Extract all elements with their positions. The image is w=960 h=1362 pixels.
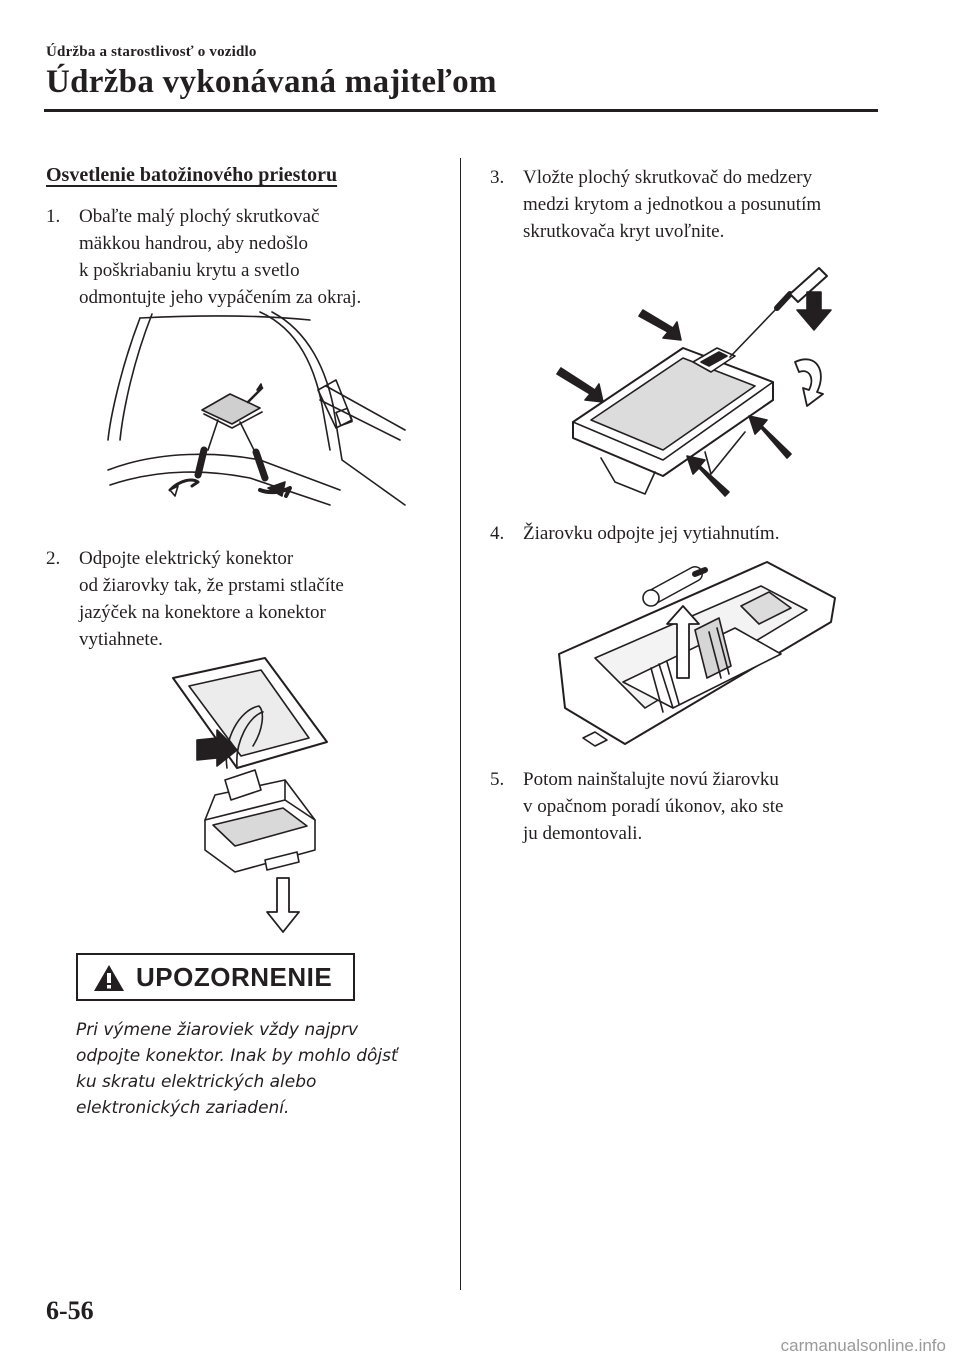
warning-label: UPOZORNENIE	[136, 962, 333, 992]
step-2	[46, 545, 446, 653]
warning-text: Pri výmene žiaroviek vždy najprv odpojte konektor. Inak by mohlo dôjsť ku skratu elektrických alebo elektronických zariadení.	[76, 1020, 398, 1118]
step-5	[490, 766, 910, 847]
step-text: Potom nainštalujte novú žiarovku v opačnom poradí úkonov, ako ste ju demontovali.	[523, 769, 784, 844]
breadcrumb: Údržba a starostlivosť o vozidlo	[46, 44, 257, 60]
step-number: 2.	[46, 548, 61, 569]
step-text: Vložte plochý skrutkovač do medzery medzi krytom a jednotkou a posunutím skrutkovača kryt uvoľnite.	[523, 167, 822, 242]
step-number: 5.	[490, 769, 505, 790]
step-4	[490, 520, 910, 547]
title-rule	[44, 109, 878, 112]
column-divider	[460, 158, 461, 1290]
figure-remove-bulb	[555, 558, 845, 748]
step-number: 3.	[490, 167, 505, 188]
warning-box	[76, 953, 355, 1001]
section-heading: Osvetlenie batožinového priestoru	[46, 164, 338, 186]
figure-disconnect-connector	[165, 650, 340, 935]
watermark-text: carmanualsonline.info	[780, 1336, 946, 1355]
step-text: Obaľte malý plochý skrutkovač mäkkou handrou, aby nedošlo k poškriabaniu krytu a svetlo odmontujte jeho vypáčením za okraj.	[79, 206, 362, 308]
page-number: 6-56	[46, 1296, 94, 1325]
figure-remove-lens	[100, 310, 410, 510]
step-text: Žiarovku odpojte jej vytiahnutím.	[523, 523, 780, 544]
step-3	[490, 164, 910, 245]
step-1	[46, 203, 446, 311]
step-number: 1.	[46, 206, 61, 227]
warning-triangle-icon	[92, 963, 126, 993]
figure-release-cover	[555, 262, 845, 502]
step-text: Odpojte elektrický konektor od žiarovky tak, že prstami stlačíte jazýček na konektore a konektor vytiahnete.	[79, 548, 344, 650]
step-number: 4.	[490, 523, 505, 544]
page-title: Údržba vykonávaná majiteľom	[46, 64, 497, 100]
